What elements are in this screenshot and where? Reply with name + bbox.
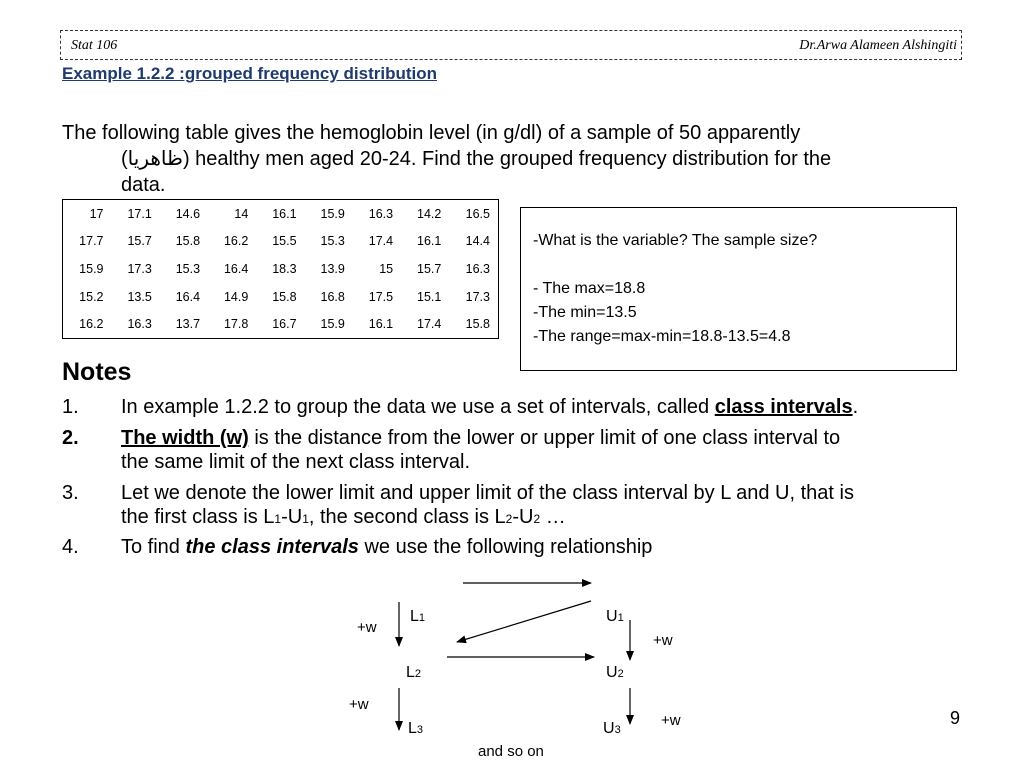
table-cell: 14.9 <box>223 289 249 304</box>
table-cell: 15 <box>379 261 394 276</box>
table-cell: 15.8 <box>272 289 297 304</box>
table-cell: 13.5 <box>127 289 152 304</box>
table-cell: 16.2 <box>79 317 104 332</box>
table-cell: 16.1 <box>272 206 297 221</box>
note-3-sub-4: 2 <box>533 512 541 526</box>
arabic-word: ظاهريا <box>127 148 183 170</box>
table-cell: 15.7 <box>417 261 442 276</box>
page-number: 9 <box>950 708 961 728</box>
table-cell: 16.2 <box>223 234 249 249</box>
max-value: - The max=18.8 <box>533 280 646 297</box>
note-3-part-b: -U <box>281 506 303 528</box>
table-cell: 15.3 <box>175 261 201 276</box>
table-cell: 15.5 <box>272 234 297 249</box>
note-2-bold: The width (w) <box>121 427 249 449</box>
note-1-end: . <box>852 396 859 418</box>
note-3-part-a: the first class is L <box>121 506 275 528</box>
note-3-sub-2: 1 <box>302 512 309 526</box>
table-cell: 16.5 <box>465 206 490 221</box>
plus-w-3: +w <box>349 696 369 713</box>
note-2-number: 2. <box>62 427 79 449</box>
range-value: -The range=max-min=18.8-13.5=4.8 <box>533 328 791 345</box>
notes-title: Notes <box>62 358 132 386</box>
note-4-text-b: we use the following relationship <box>358 536 653 558</box>
table-cell: 16.1 <box>368 317 394 332</box>
table-cell: 14.6 <box>175 206 201 221</box>
table-cell: 17.3 <box>127 261 152 276</box>
table-cell: 15.2 <box>79 289 104 304</box>
plus-w-2: +w <box>653 632 673 649</box>
table-cell: 17.1 <box>127 206 152 221</box>
label-u1: U1 <box>606 608 624 625</box>
note-3-sub-3: 2 <box>505 512 513 526</box>
table-cell: 17 <box>89 206 104 221</box>
table-cell: 15.8 <box>175 234 201 249</box>
intro-line-2-text: healthy men aged 20-24. Find the grouped frequency distribution for the <box>189 148 832 170</box>
note-1-number: 1. <box>62 396 79 418</box>
table-cell: 16.4 <box>175 289 201 304</box>
u1-to-l2-arrow <box>457 601 591 642</box>
table-cell: 13.9 <box>320 261 345 276</box>
and-so-on: and so on <box>478 743 544 760</box>
table-cell: 18.3 <box>272 261 297 276</box>
table-cell: 13.7 <box>175 317 201 332</box>
table-cell: 16.4 <box>223 261 249 276</box>
table-cell: 17.3 <box>465 289 490 304</box>
table-cell: 15.9 <box>320 206 345 221</box>
intro-line-1: The following table gives the hemoglobin level (in g/dl) of a sample of 50 apparently <box>62 122 801 144</box>
table-cell: 17.4 <box>368 234 394 249</box>
table-cell: 16.7 <box>272 317 297 332</box>
plus-w-4: +w <box>661 712 681 729</box>
variable-question: -What is the variable? The sample size? <box>533 232 818 249</box>
intro-line-3: data. <box>121 174 166 196</box>
table-cell: 15.8 <box>465 317 490 332</box>
note-2-text: is the distance from the lower or upper limit of one class interval to <box>248 427 841 449</box>
min-value: -The min=13.5 <box>533 304 637 321</box>
intro-line-2: (ظاهريا) healthy men aged 20-24. Find the grouped frequency distribution for the <box>121 148 832 170</box>
note-4-number: 4. <box>62 536 79 558</box>
note-3-part-d: -U <box>512 506 534 528</box>
table-cell: 15.9 <box>320 317 345 332</box>
table-cell: 17.4 <box>417 317 442 332</box>
table-cell: 14.2 <box>417 206 442 221</box>
note-4-text-a: To find <box>121 536 186 558</box>
table-cell: 15.9 <box>79 261 104 276</box>
label-l2: L2 <box>406 664 422 681</box>
table-cell: 15.3 <box>320 234 345 249</box>
plus-w-1: +w <box>357 619 377 636</box>
note-3-part-e: … <box>540 506 566 528</box>
course-name: Stat 106 <box>71 38 118 53</box>
note-3-number: 3. <box>62 482 79 504</box>
table-cell: 16.3 <box>368 206 394 221</box>
note-1-text: In example 1.2.2 to group the data we use a set of intervals, called <box>121 396 715 418</box>
note-2-line-2: the same limit of the next class interval. <box>121 451 471 473</box>
label-u3: U3 <box>603 720 621 737</box>
table-cell: 16.3 <box>465 261 490 276</box>
table-cell: 14.4 <box>465 234 490 249</box>
table-cell: 17.5 <box>368 289 394 304</box>
table-cell: 16.1 <box>417 234 442 249</box>
label-l3: L3 <box>408 720 424 737</box>
table-cell: 17.7 <box>79 234 104 249</box>
table-cell: 15.1 <box>417 289 442 304</box>
table-cell: 16.3 <box>127 317 152 332</box>
author-name: Dr.Arwa Alameen Alshingiti <box>799 38 957 53</box>
label-l1: L1 <box>410 608 426 625</box>
table-cell: 15.7 <box>127 234 152 249</box>
note-1-bold: class intervals <box>714 396 853 418</box>
note-3-part-c: , the second class is L <box>308 506 506 528</box>
table-cell: 16.8 <box>320 289 345 304</box>
note-3-sub-1: 1 <box>274 512 282 526</box>
note-3-line-1: Let we denote the lower limit and upper limit of the class interval by L and U, that is <box>121 482 854 504</box>
example-title: Example 1.2.2 :grouped frequency distribution <box>62 64 438 83</box>
table-cell: 14 <box>234 206 249 221</box>
table-cell: 17.8 <box>223 317 249 332</box>
note-4-bold: the class intervals <box>185 536 359 558</box>
label-u2: U2 <box>606 664 624 681</box>
